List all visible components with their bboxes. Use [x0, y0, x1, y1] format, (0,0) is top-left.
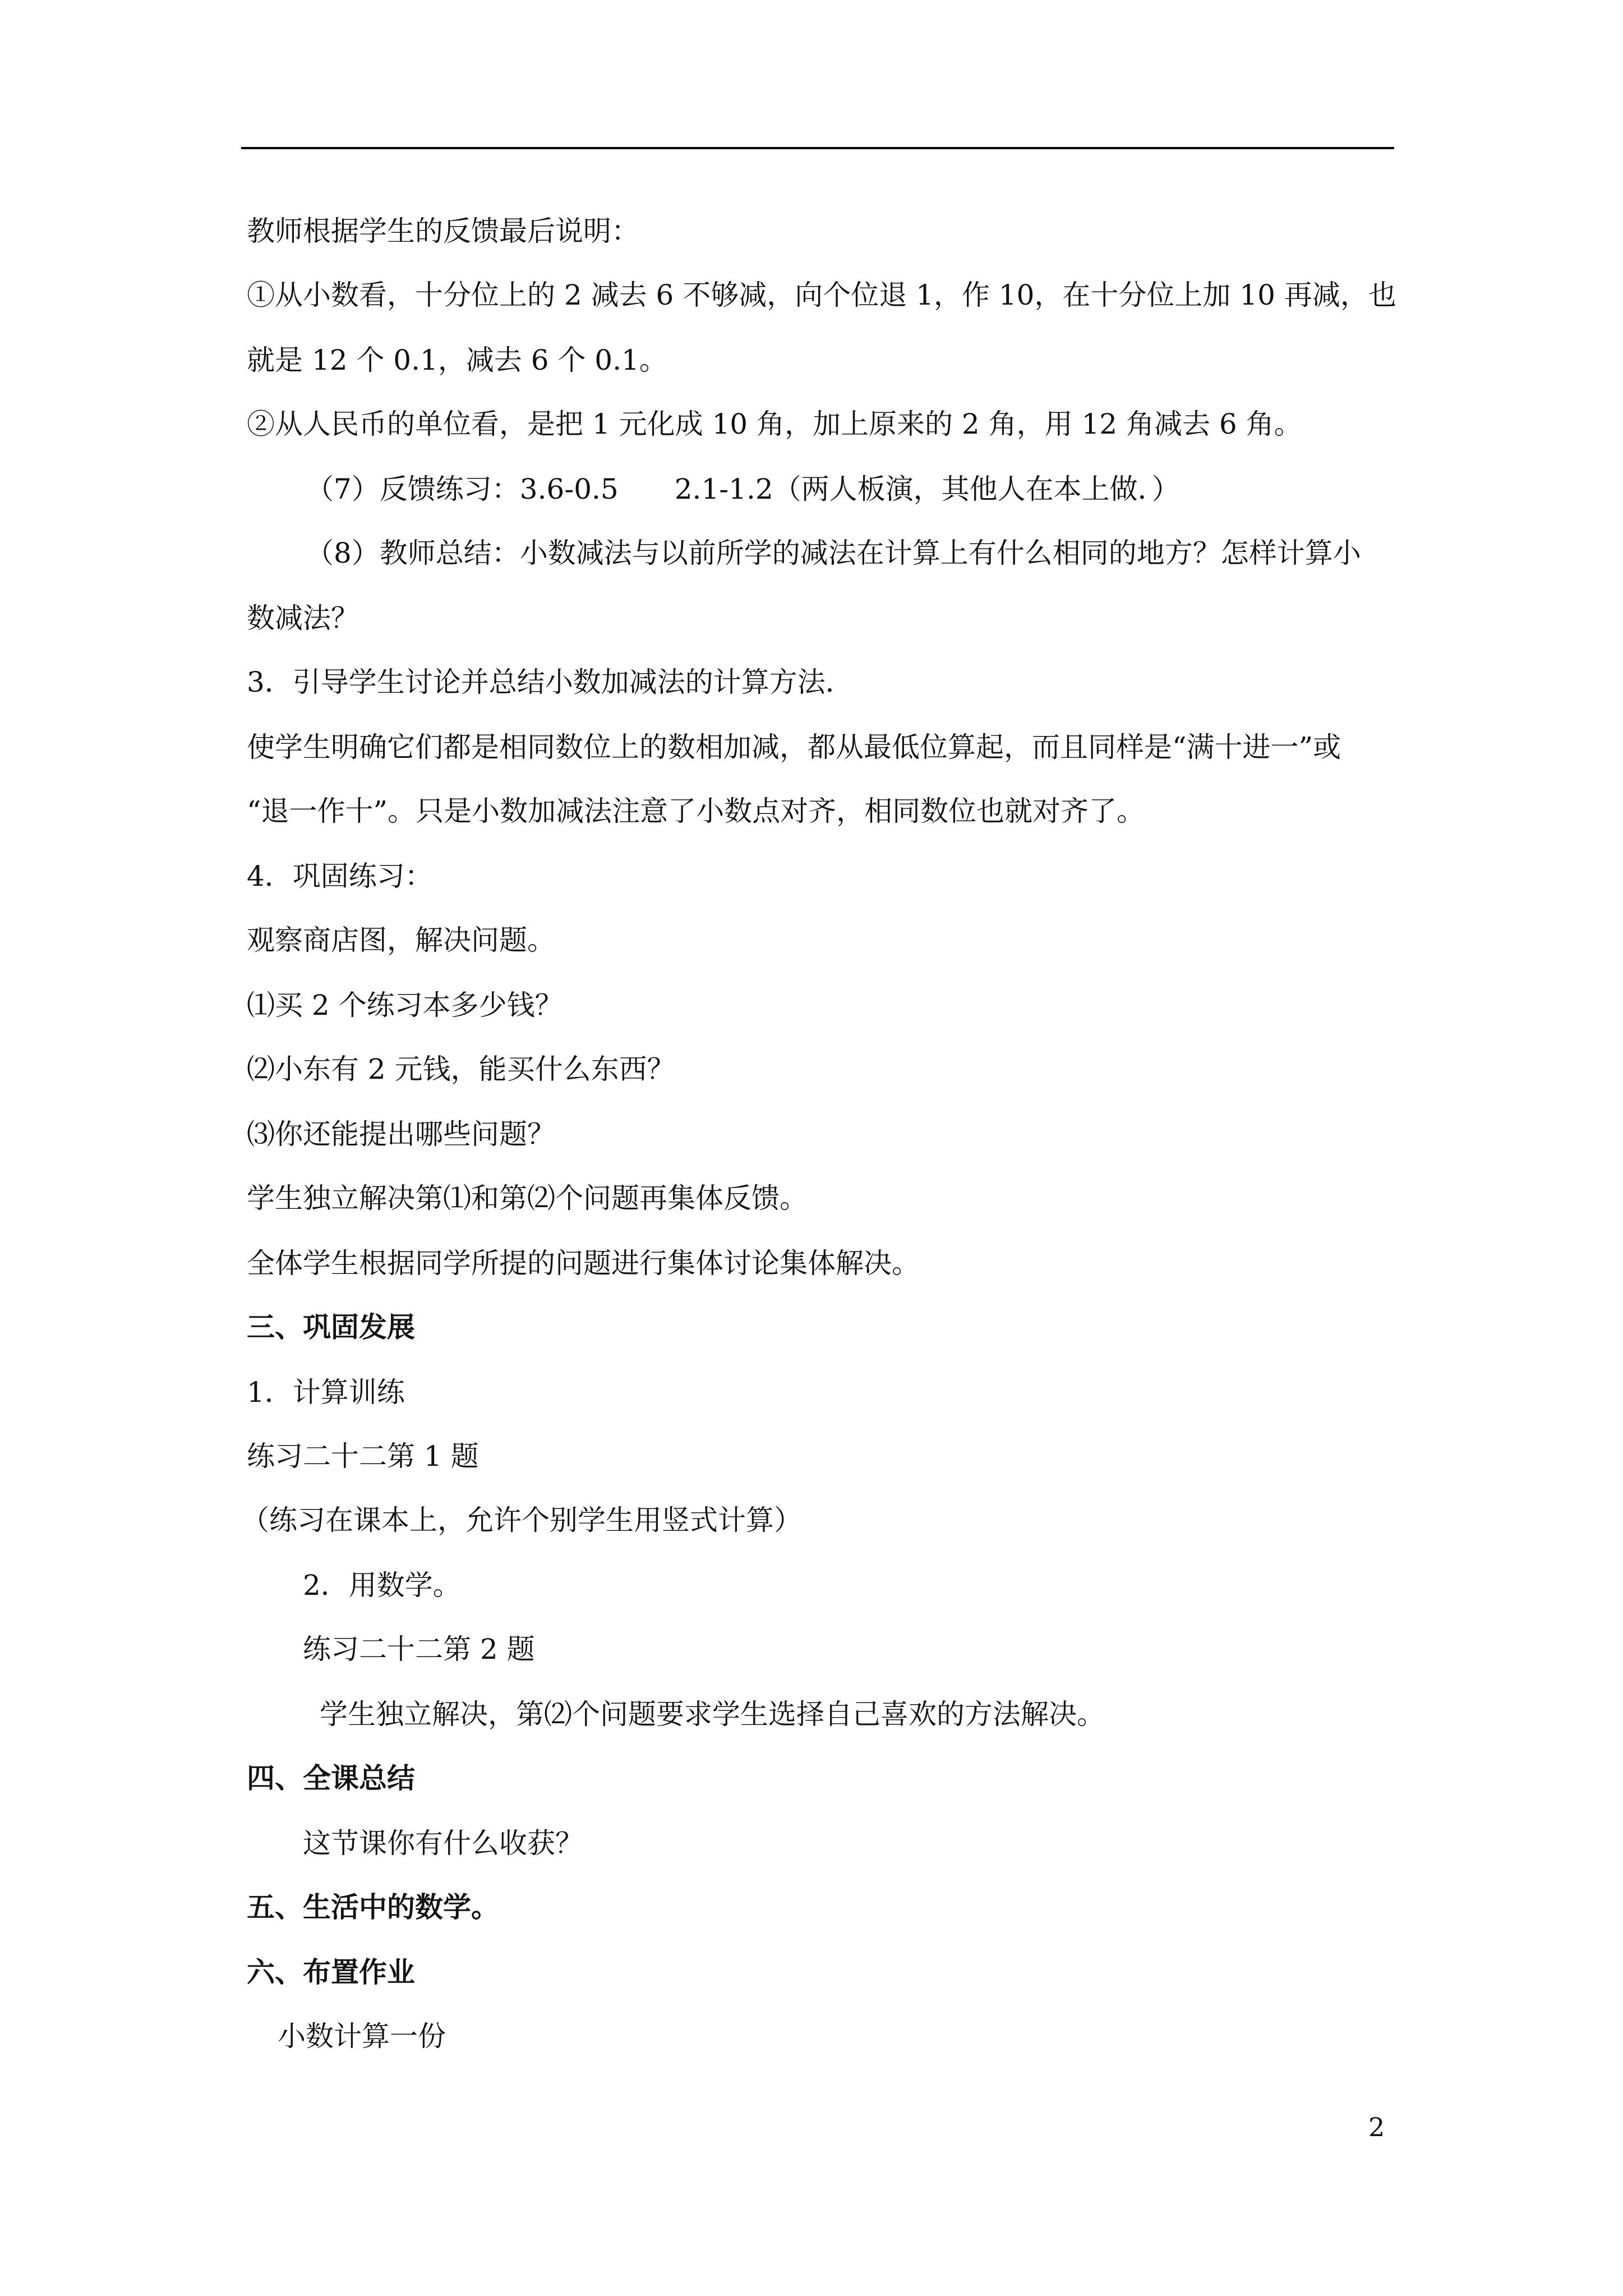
text-line: （7）反馈练习：3.6-0.5 2.1-1.2（两人板演，其他人在本上做．） [306, 473, 1180, 505]
text-line: 数减法？ [247, 602, 359, 634]
text-line: 练习二十二第 1 题 [247, 1440, 479, 1473]
text-line: 使学生明确它们都是相同数位上的数相加减，都从最低位算起，而且同样是“满十进一”或 [247, 731, 1341, 763]
text-line: 学生独立解决，第⑵个问题要求学生选择自己喜欢的方法解决。 [320, 1698, 1105, 1731]
text-line: 4．巩固练习： [247, 860, 433, 892]
text-line: 就是 12 个 0.1，减去 6 个 0.1。 [247, 344, 667, 376]
section-heading: 六、布置作业 [247, 1955, 415, 1989]
text-line: （练习在课本上，允许个别学生用竖式计算） [241, 1504, 802, 1536]
text-line: 观察商店图，解决问题。 [247, 924, 555, 956]
text-line: 3．引导学生讨论并总结小数加减法的计算方法． [247, 666, 854, 698]
text-line: ⑵小东有 2 元钱，能买什么东西？ [247, 1053, 675, 1085]
page-number: 2 [1368, 2112, 1385, 2142]
text-line: 1．计算训练 [247, 1376, 405, 1409]
text-line: 全体学生根据同学所提的问题进行集体讨论集体解决。 [247, 1247, 920, 1280]
section-heading: 四、全课总结 [247, 1761, 415, 1795]
header-rule [241, 147, 1394, 149]
section-heading: 三、巩固发展 [247, 1310, 415, 1343]
text-line: ⑴买 2 个练习本多少钱？ [247, 989, 563, 1022]
text-line: 学生独立解决第⑴和第⑵个问题再集体反馈。 [247, 1182, 808, 1214]
text-line: 2．用数学。 [303, 1569, 461, 1602]
text-line: 教师根据学生的反馈最后说明： [247, 215, 639, 247]
text-line: ①从小数看，十分位上的 2 减去 6 不够减，向个位退 1，作 10，在十分位上加 10 再减，也 [247, 279, 1396, 311]
text-line: 练习二十二第 2 题 [303, 1633, 535, 1665]
text-line: ②从人民币的单位看，是把 1 元化成 10 角，加上原来的 2 角，用 12 角减去 6 角。 [247, 408, 1302, 440]
text-line: ⑶你还能提出哪些问题？ [247, 1118, 555, 1151]
text-line: （8）教师总结：小数减法与以前所学的减法在计算上有什么相同的地方？怎样计算小 [306, 537, 1361, 569]
section-heading: 五、生活中的数学。 [247, 1890, 499, 1924]
text-line: 这节课你有什么收获？ [303, 1827, 583, 1860]
text-line: 小数计算一份 [278, 2020, 446, 2053]
text-line: “退一作十”。只是小数加减法注意了小数点对齐，相同数位也就对齐了。 [247, 795, 1145, 827]
